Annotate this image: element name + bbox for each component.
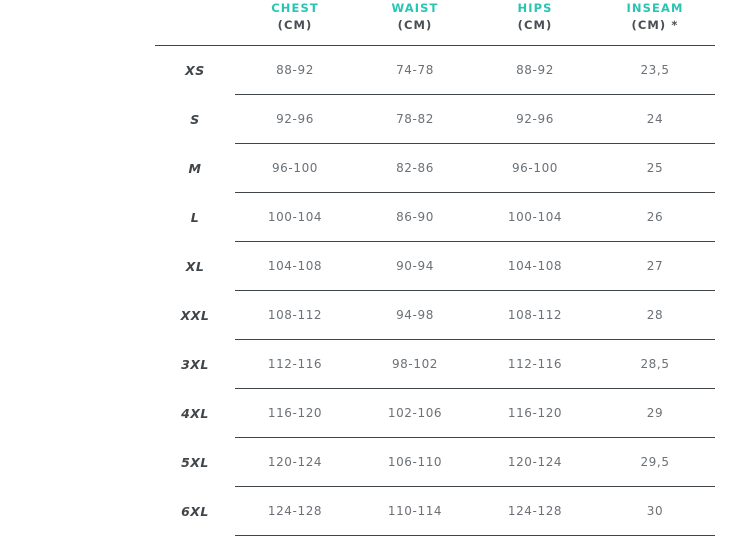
cell-waist: 106-110	[355, 438, 475, 487]
column-header-hips	[475, 0, 595, 46]
cell-inseam: 24	[595, 95, 715, 144]
cell-waist: 86-90	[355, 193, 475, 242]
table-header-row	[155, 0, 715, 46]
cell-hips: 96-100	[475, 144, 595, 193]
cell-chest: 100-104	[235, 193, 355, 242]
table-row	[155, 487, 715, 536]
cell-waist: 74-78	[355, 46, 475, 95]
cell-size: 5XL	[181, 454, 209, 470]
column-header-hips-unit: (CM)	[517, 17, 553, 32]
cell-inseam-empty	[595, 536, 715, 537]
table-header	[155, 0, 715, 46]
column-header-size	[155, 0, 235, 46]
column-header-size-unit	[155, 31, 235, 45]
column-header-inseam-unit: (CM) *	[631, 17, 679, 32]
column-header-inseam-label: INSEAM	[626, 1, 684, 15]
cell-waist-empty	[355, 536, 475, 537]
column-header-chest-label: CHEST	[271, 1, 319, 15]
cell-waist: 94-98	[355, 291, 475, 340]
cell-size: 3XL	[181, 356, 209, 372]
table-row	[155, 389, 715, 438]
cell-inseam: 23,5	[595, 46, 715, 95]
table-row	[155, 340, 715, 389]
cell-chest: 108-112	[235, 291, 355, 340]
cell-hips: 116-120	[475, 389, 595, 438]
cell-size: 4XL	[181, 405, 209, 421]
size-chart-table	[155, 0, 715, 536]
table-row	[155, 193, 715, 242]
cell-inseam: 28	[595, 291, 715, 340]
cell-inseam: 30	[595, 487, 715, 536]
cell-size: XS	[155, 46, 235, 95]
column-header-chest-unit: (CM)	[277, 17, 313, 32]
cell-size: L	[190, 209, 200, 225]
cell-size: S	[190, 111, 200, 127]
cell-size-empty	[155, 536, 235, 537]
cell-chest: 112-116	[235, 340, 355, 389]
table-row	[155, 242, 715, 291]
cell-size: XL	[185, 258, 205, 274]
cell-hips: 104-108	[475, 242, 595, 291]
cell-hips: 100-104	[475, 193, 595, 242]
table-bottom-rule	[155, 536, 715, 537]
table-row	[155, 438, 715, 487]
column-header-waist	[355, 0, 475, 46]
column-header-hips-label: HIPS	[517, 1, 553, 15]
cell-waist: 82-86	[355, 144, 475, 193]
table-row	[155, 144, 715, 193]
cell-chest: 120-124	[235, 438, 355, 487]
table-row	[155, 95, 715, 144]
column-header-waist-label: WAIST	[391, 1, 439, 15]
table-row	[155, 291, 715, 340]
cell-inseam: 26	[595, 193, 715, 242]
cell-inseam: 29	[595, 389, 715, 438]
cell-hips-empty	[475, 536, 595, 537]
cell-waist: 102-106	[355, 389, 475, 438]
cell-hips: 112-116	[475, 340, 595, 389]
cell-size: M	[188, 160, 202, 176]
cell-waist: 78-82	[355, 95, 475, 144]
cell-hips: 108-112	[475, 291, 595, 340]
column-header-waist-unit: (CM)	[397, 17, 433, 32]
cell-size: XXL	[180, 307, 210, 323]
table-body	[155, 46, 715, 537]
cell-inseam: 28,5	[595, 340, 715, 389]
cell-hips: 124-128	[475, 487, 595, 536]
cell-waist: 90-94	[355, 242, 475, 291]
cell-chest-empty	[235, 536, 355, 537]
cell-chest: 92-96	[235, 95, 355, 144]
cell-hips: 92-96	[475, 95, 595, 144]
cell-hips: 88-92	[475, 46, 595, 95]
table-row	[155, 46, 715, 95]
cell-chest: 104-108	[235, 242, 355, 291]
cell-chest: 88-92	[235, 46, 355, 95]
cell-chest: 116-120	[235, 389, 355, 438]
column-header-chest	[235, 0, 355, 46]
cell-size: 6XL	[181, 503, 209, 519]
column-header-inseam	[595, 0, 715, 46]
cell-waist: 110-114	[355, 487, 475, 536]
cell-hips: 120-124	[475, 438, 595, 487]
cell-chest: 124-128	[235, 487, 355, 536]
cell-inseam: 29,5	[595, 438, 715, 487]
cell-waist: 98-102	[355, 340, 475, 389]
cell-inseam: 27	[595, 242, 715, 291]
cell-inseam: 25	[595, 144, 715, 193]
cell-chest: 96-100	[235, 144, 355, 193]
